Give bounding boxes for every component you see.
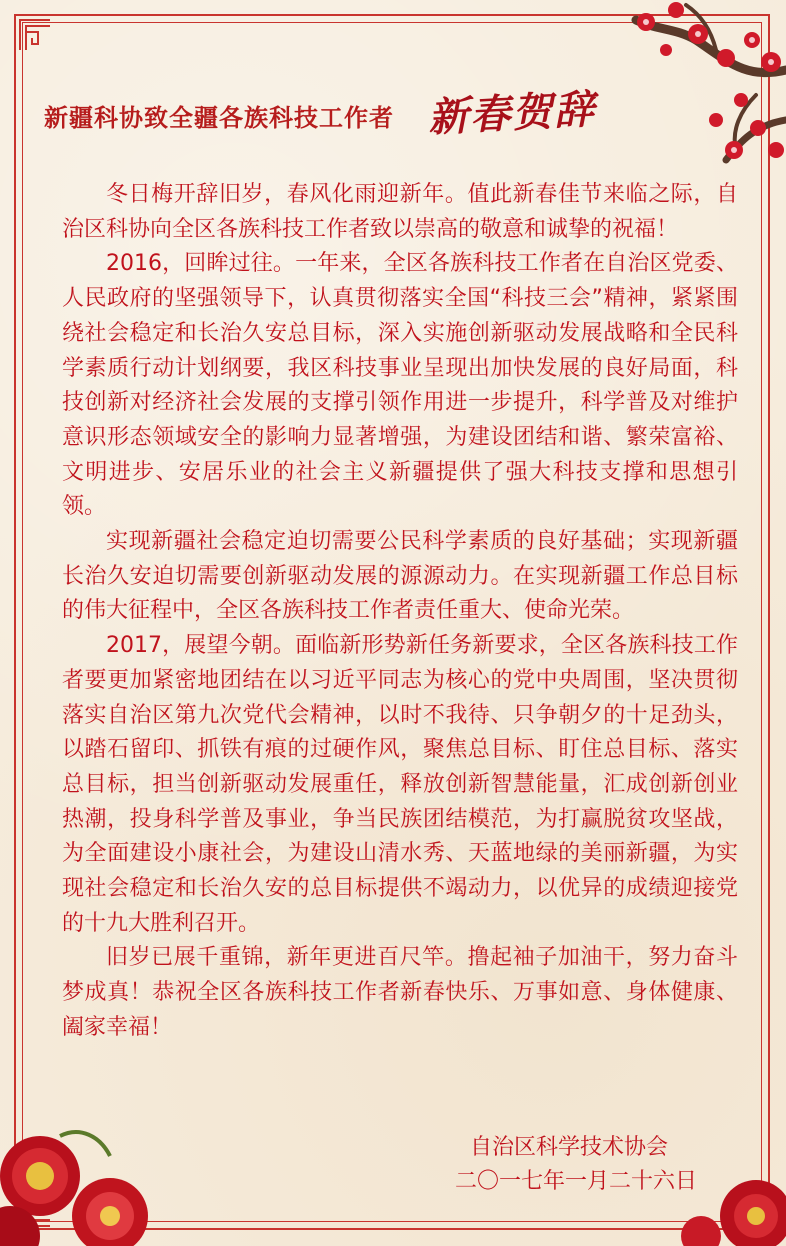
paragraph: 旧岁已展千重锦，新年更进百尺竿。撸起袖子加油干，努力奋斗梦成真！恭祝全区各族科技工作者新春快乐、万事如意、身体健康、阖家幸福！ xyxy=(62,945,738,1040)
signature-date: 二〇一七年一月二十六日 xyxy=(455,1169,698,1194)
header xyxy=(44,82,644,152)
header-subtitle: 新疆科协致全疆各族科技工作者 xyxy=(44,104,394,132)
peony-flowers-icon xyxy=(0,1106,170,1246)
paragraph: 冬日梅开辞旧岁，春风化雨迎新年。值此新春佳节来临之际，自治区科协向全区各族科技工作者致以崇高的敬意和诚挚的祝福！ xyxy=(62,182,738,242)
letter-body xyxy=(62,178,738,1046)
paragraph: 2017，展望今朝。面临新形势新任务新要求，全区各族科技工作者要更加紧密地团结在以习近平同志为核心的党中央周围，坚决贯彻落实自治区第九次党代会精神，以时不我待、只争朝夕的十足劲头，以踏石留印、抓铁有痕的过硬作风，聚焦总目标、盯住总目标、落实总目标，担当创新驱动发展重任，释放创新智慧能量，汇成创新创业热潮，投身科学普及事业，争当民族团结模范，为打赢脱贫攻坚战，为全面建设小康社会，为建设山清水秀、天蓝地绿的美丽新疆，为实现社会稳定和长治久安的总目标提供不竭动力，以优异的成绩迎接党的十九大胜利召开。 xyxy=(62,633,738,936)
corner-fret-ornament-icon xyxy=(18,18,52,52)
signature-org: 自治区科学技术协会 xyxy=(470,1135,669,1160)
page-title: 新春贺辞 xyxy=(427,85,598,142)
paragraph: 2016，回眸过往。一年来，全区各族科技工作者在自治区党委、人民政府的坚强领导下，认真贯彻落实全国“科技三会”精神，紧紧围绕社会稳定和长治久安总目标，深入实施创新驱动发展战略和全民科学素质行动计划纲要，我区科技事业呈现出加快发展的良好局面，科技创新对经济社会发展的支撑引领作用进一步提升，科学普及对维护意识形态领域安全的影响力显著增强，为建设团结和谐、繁荣富裕、文明进步、安居乐业的社会主义新疆提供了强大科技支撑和思想引领。 xyxy=(62,251,738,520)
paragraph: 实现新疆社会稳定迫切需要公民科学素质的良好基础；实现新疆长治久安迫切需要创新驱动发展的源源动力。在实现新疆工作总目标的伟大征程中，全区各族科技工作者责任重大、使命光荣。 xyxy=(62,529,738,624)
